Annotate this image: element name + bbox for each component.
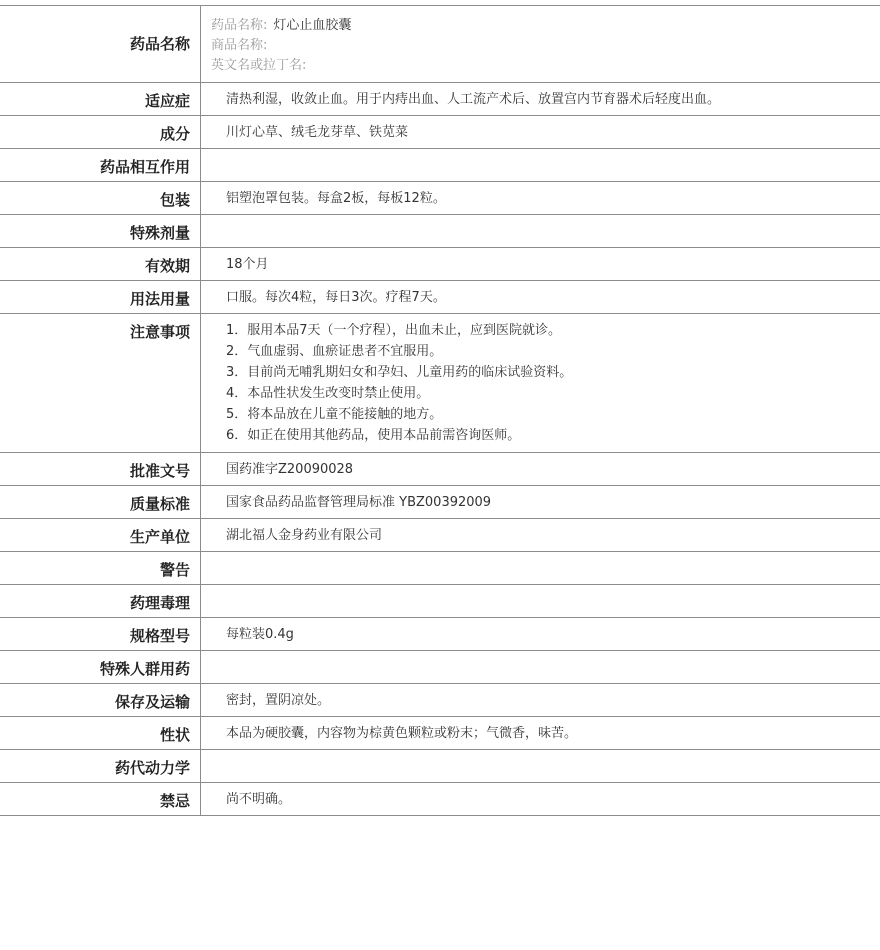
row-warning — [0, 552, 880, 585]
value-toxicology — [201, 585, 880, 599]
label-special-population: 特殊人群用药 — [99, 660, 190, 678]
value-standard: 国家食品药品监督管理局标准 YBZ00392009 — [226, 495, 492, 510]
english-name-key: 英文名或拉丁名: — [211, 58, 307, 73]
row-drug-name — [0, 6, 880, 83]
value-appearance: 本品为硬胶囊，内容物为棕黄色颗粒或粉末；气微香，味苦。 — [226, 726, 578, 741]
label-drug-name: 药品名称 — [129, 35, 190, 53]
row-indications — [0, 83, 880, 116]
row-manufacturer — [0, 519, 880, 552]
label-toxicology: 药理毒理 — [129, 594, 190, 612]
label-standard: 质量标准 — [129, 495, 190, 513]
value-spec: 每粒装0.4g — [226, 627, 294, 642]
label-pharmacokinetics: 药代动力学 — [114, 759, 190, 777]
row-storage — [0, 684, 880, 717]
label-warning: 警告 — [159, 561, 190, 579]
value-warning — [201, 552, 880, 566]
label-precautions: 注意事项 — [129, 323, 190, 341]
row-appearance — [0, 717, 880, 750]
label-manufacturer: 生产单位 — [129, 528, 190, 546]
row-spec — [0, 618, 880, 651]
precaution-item: 4．本品性状发生改变时禁止使用。 — [226, 386, 430, 401]
drug-name-block — [201, 6, 880, 82]
value-indications: 清热利湿，收敛止血。用于内痔出血、人工流产术后、放置宫内节育器术后轻度出血。 — [226, 92, 721, 107]
row-precautions — [0, 314, 880, 453]
label-interactions: 药品相互作用 — [99, 158, 190, 176]
label-indications: 适应症 — [144, 92, 190, 110]
label-usage: 用法用量 — [129, 290, 190, 308]
generic-name-line — [211, 16, 880, 36]
row-ingredients — [0, 116, 880, 149]
label-spec: 规格型号 — [129, 627, 190, 645]
value-packaging: 铝塑泡罩包装。每盒2板，每板12粒。 — [226, 191, 446, 206]
label-packaging: 包装 — [159, 191, 190, 209]
value-pharmacokinetics — [201, 750, 880, 764]
precaution-item: 1．服用本品7天（一个疗程），出血未止，应到医院就诊。 — [226, 323, 562, 338]
label-approval: 批准文号 — [129, 462, 190, 480]
value-ingredients: 川灯心草、绒毛龙芽草、铁苋菜 — [226, 125, 409, 140]
generic-name-value: 灯心止血胶囊 — [273, 18, 352, 33]
row-packaging — [0, 182, 880, 215]
label-shelf-life: 有效期 — [144, 257, 190, 275]
precaution-item: 3．目前尚无哺乳期妇女和孕妇、儿童用药的临床试验资料。 — [226, 365, 573, 380]
row-shelf-life — [0, 248, 880, 281]
precaution-item: 5．将本品放在儿童不能接触的地方。 — [226, 407, 443, 422]
label-storage: 保存及运输 — [114, 693, 190, 711]
label-ingredients: 成分 — [159, 125, 190, 143]
value-storage: 密封，置阴凉处。 — [226, 693, 331, 708]
value-contraindications: 尚不明确。 — [226, 792, 292, 807]
label-special-dosage: 特殊剂量 — [129, 224, 190, 242]
precaution-item: 6．如正在使用其他药品，使用本品前需咨询医师。 — [226, 428, 521, 443]
value-special-dosage — [201, 215, 880, 229]
row-special-population — [0, 651, 880, 684]
value-usage: 口服。每次4粒，每日3次。疗程7天。 — [226, 290, 446, 305]
label-contraindications: 禁忌 — [159, 792, 190, 810]
precaution-item: 2．气血虚弱、血瘀证患者不宜服用。 — [226, 344, 443, 359]
value-approval: 国药准字Z20090028 — [226, 462, 354, 477]
label-appearance: 性状 — [159, 726, 190, 744]
generic-name-key: 药品名称: — [211, 18, 268, 33]
row-toxicology — [0, 585, 880, 618]
english-name-line — [211, 56, 880, 76]
row-pharmacokinetics — [0, 750, 880, 783]
value-interactions — [201, 149, 880, 163]
drug-info-table — [0, 5, 880, 816]
row-approval — [0, 453, 880, 486]
precautions-list — [201, 314, 880, 452]
row-usage — [0, 281, 880, 314]
value-manufacturer: 湖北福人金身药业有限公司 — [226, 528, 383, 543]
trade-name-line — [211, 36, 880, 56]
value-shelf-life: 18个月 — [226, 257, 269, 272]
row-special-dosage — [0, 215, 880, 248]
row-contraindications — [0, 783, 880, 816]
value-special-population — [201, 651, 880, 665]
row-interactions — [0, 149, 880, 182]
trade-name-key: 商品名称: — [211, 38, 268, 53]
row-standard — [0, 486, 880, 519]
